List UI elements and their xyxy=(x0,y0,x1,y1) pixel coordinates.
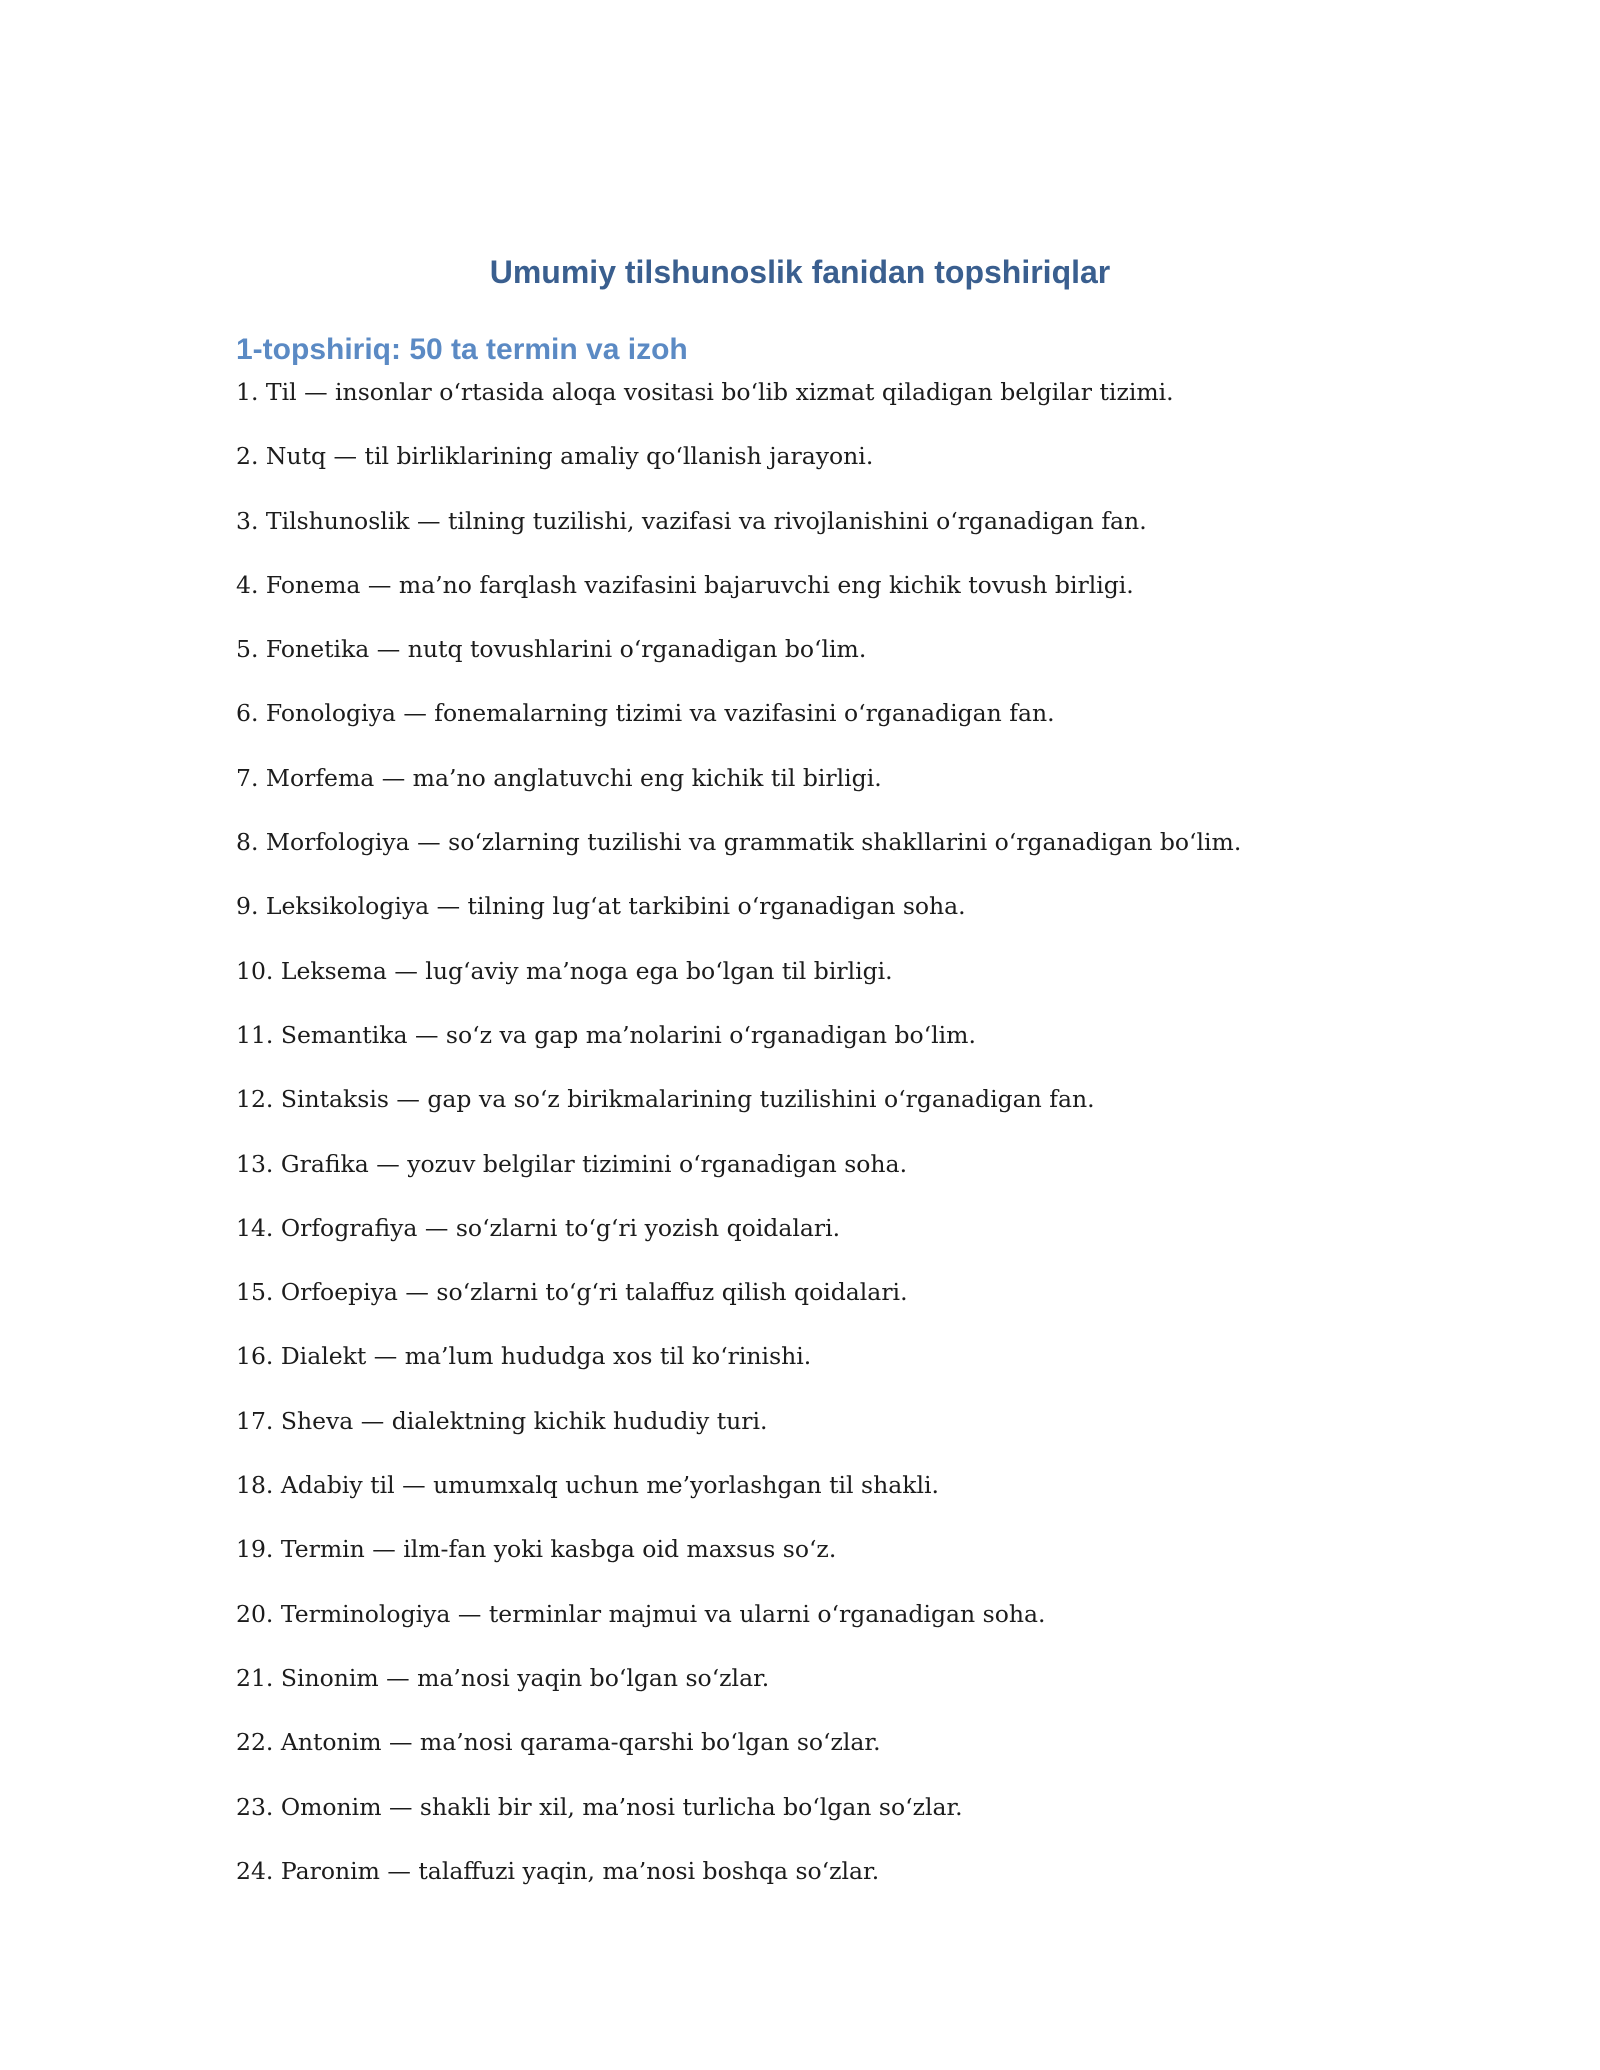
term-item: 23. Omonim — shakli bir xil, ma’nosi turlicha bo‘lgan so‘zlar. xyxy=(236,1792,963,1821)
term-item: 21. Sinonim — ma’nosi yaqin bo‘lgan so‘zlar. xyxy=(236,1663,770,1692)
term-item: 3. Tilshunoslik — tilning tuzilishi, vazifasi va rivojlanishini o‘rganadigan fan. xyxy=(236,506,1147,535)
term-list xyxy=(236,374,1436,1917)
term-item: 24. Paronim — talaffuzi yaqin, ma’nosi boshqa so‘zlar. xyxy=(236,1856,880,1885)
term-item: 17. Sheva — dialektning kichik hududiy turi. xyxy=(236,1406,768,1435)
term-item: 15. Orfoepiya — so‘zlarni to‘g‘ri talaffuz qilish qoidalari. xyxy=(236,1278,908,1307)
term-item: 9. Leksikologiya — tilning lug‘at tarkibini o‘rganadigan soha. xyxy=(236,892,966,921)
term-item: 6. Fonologiya — fonemalarning tizimi va vazifasini o‘rganadigan fan. xyxy=(236,699,1055,728)
section-heading: 1-topshiriq: 50 ta termin va izoh xyxy=(236,333,688,366)
term-item: 20. Terminologiya — terminlar majmui va ularni o‘rganadigan soha. xyxy=(236,1599,1046,1628)
term-item: 10. Leksema — lug‘aviy ma’noga ega bo‘lgan til birligi. xyxy=(236,956,893,985)
term-item: 13. Grafika — yozuv belgilar tizimini o‘rganadigan soha. xyxy=(236,1149,908,1178)
term-item: 11. Semantika — so‘z va gap ma’nolarini o‘rganadigan bo‘lim. xyxy=(236,1020,976,1049)
term-item: 8. Morfologiya — so‘zlarning tuzilishi va grammatik shakllarini o‘rganadigan bo‘lim. xyxy=(236,828,1242,857)
term-item: 16. Dialekt — ma’lum hududga xos til ko‘rinishi. xyxy=(236,1342,812,1371)
document-title: Umumiy tilshunoslik fanidan topshiriqlar xyxy=(489,254,1111,290)
term-item: 19. Termin — ilm-fan yoki kasbga oid maxsus so‘z. xyxy=(236,1535,837,1564)
term-item: 7. Morfema — ma’no anglatuvchi eng kichik til birligi. xyxy=(236,763,882,792)
term-item: 22. Antonim — ma’nosi qarama-qarshi bo‘lgan so‘zlar. xyxy=(236,1728,881,1757)
term-item: 14. Orfografiya — so‘zlarni to‘g‘ri yozish qoidalari. xyxy=(236,1213,841,1242)
term-item: 5. Fonetika — nutq tovushlarini o‘rganadigan bo‘lim. xyxy=(236,635,867,664)
term-item: 18. Adabiy til — umumxalq uchun me’yorlashgan til shakli. xyxy=(236,1471,939,1500)
term-item: 1. Til — insonlar o‘rtasida aloqa vositasi bo‘lib xizmat qiladigan belgilar tizimi. xyxy=(236,378,1174,406)
term-item: 2. Nutq — til birliklarining amaliy qo‘llanish jarayoni. xyxy=(236,442,874,471)
term-item: 12. Sintaksis — gap va so‘z birikmalarining tuzilishini o‘rganadigan fan. xyxy=(236,1085,1095,1114)
term-item: 4. Fonema — ma’no farqlash vazifasini bajaruvchi eng kichik tovush birligi. xyxy=(236,570,1134,599)
